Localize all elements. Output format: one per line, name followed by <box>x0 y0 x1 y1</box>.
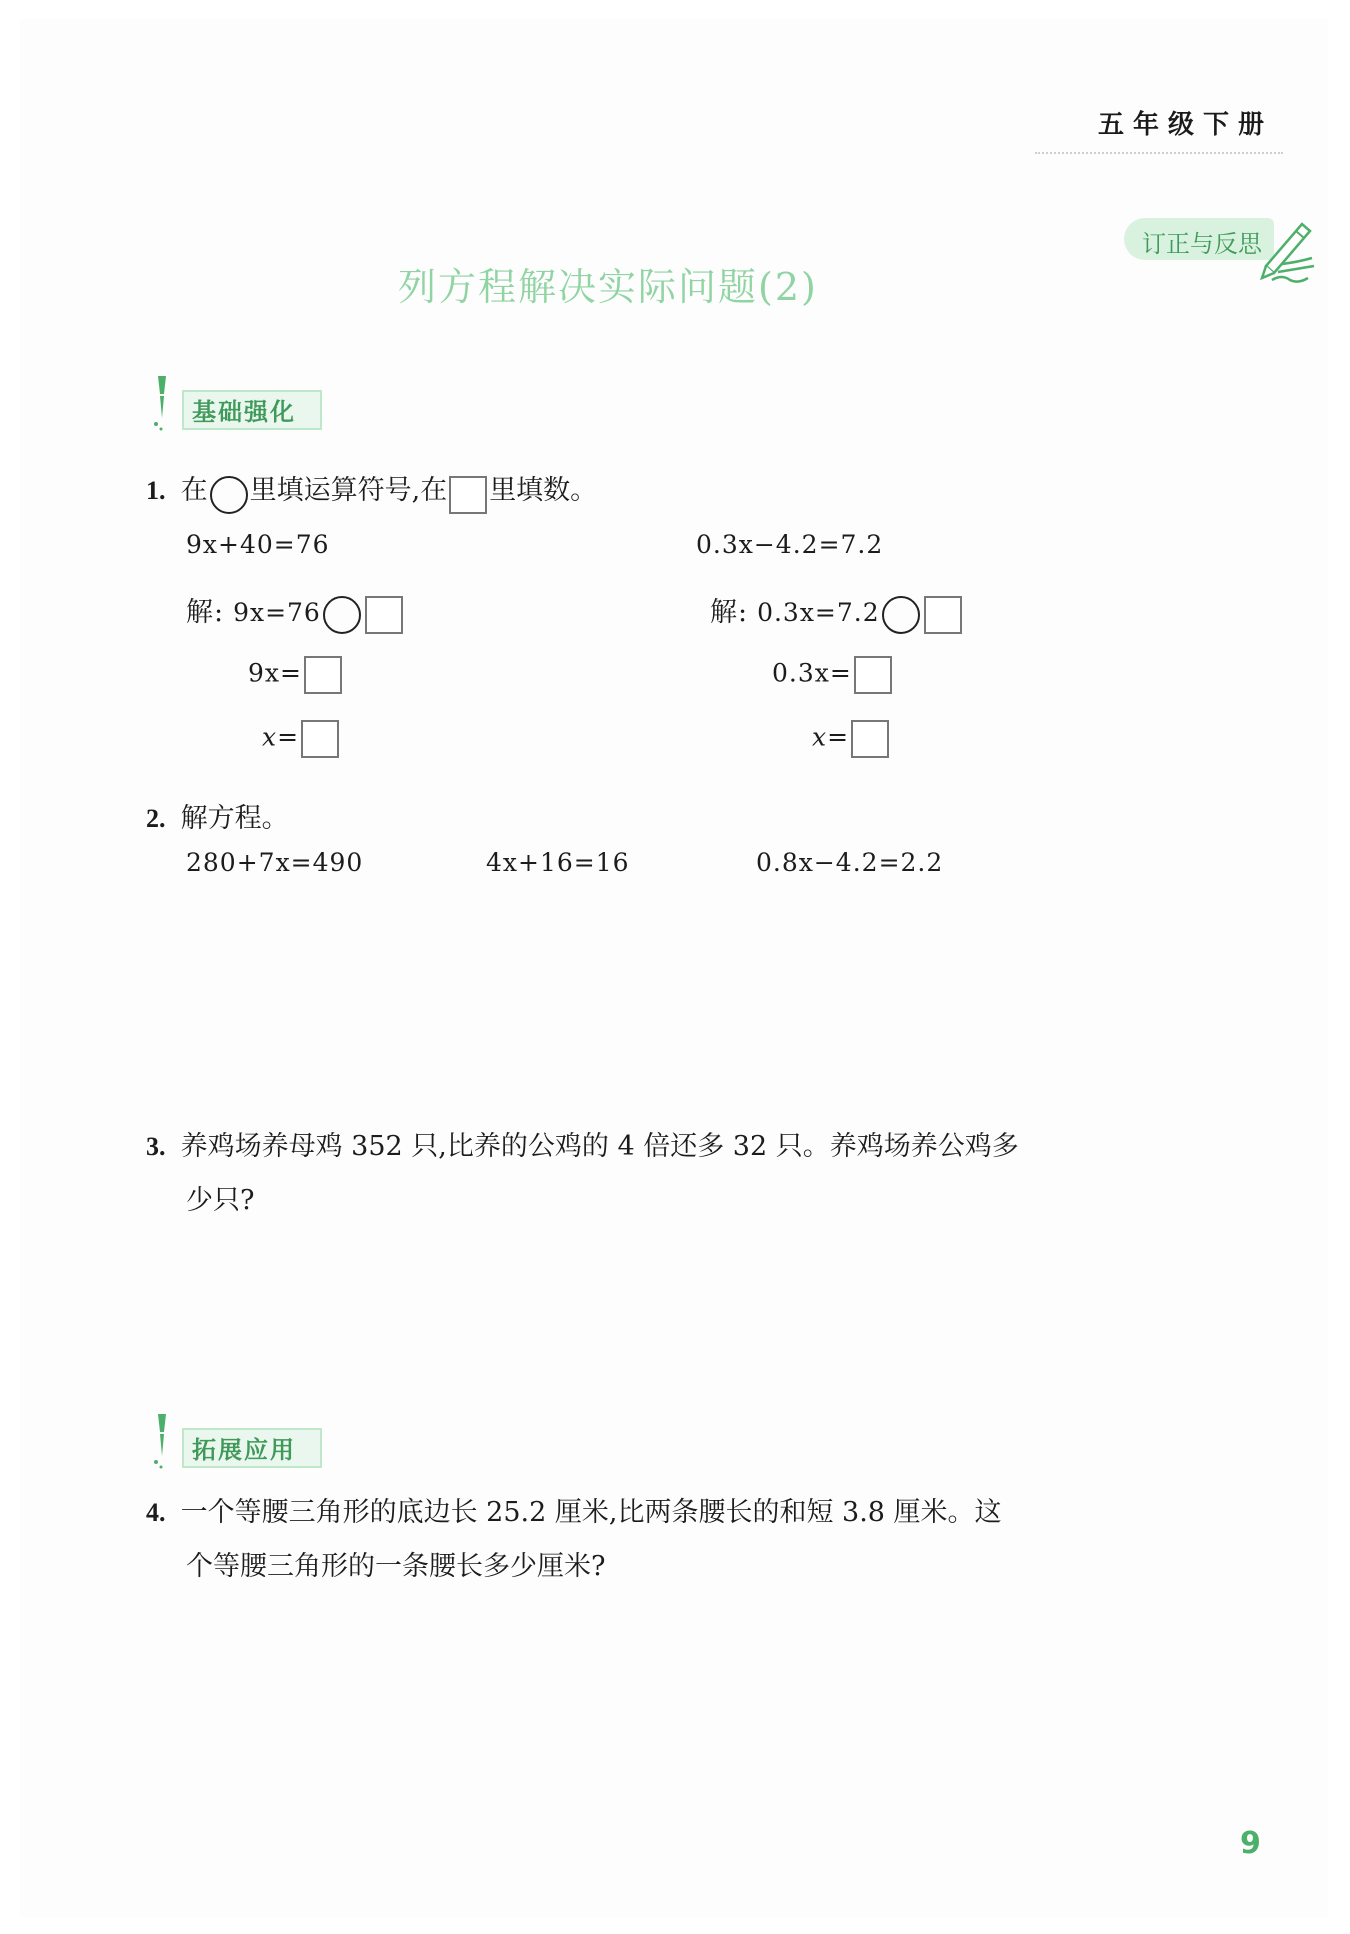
question-3-line2: 少只? <box>186 1185 255 1216</box>
equation-right: 0.3x−4.2=7.2 <box>696 530 884 559</box>
number-box-sample <box>449 476 487 514</box>
operator-answer-circle[interactable] <box>323 596 361 634</box>
solution-right-step1 <box>710 590 964 634</box>
question-4 <box>146 1490 1002 1529</box>
solution-left-step3 <box>262 720 341 758</box>
step3-expression: x= <box>262 722 300 752</box>
page-number: 9 <box>1240 1826 1261 1861</box>
equation-2-2: 4x+16=16 <box>486 848 630 877</box>
number-answer-box[interactable] <box>924 596 962 634</box>
number-answer-box[interactable] <box>365 596 403 634</box>
solution-left-step2 <box>248 656 344 694</box>
question-1-prompt-part2: 里填运算符号,在 <box>249 475 448 506</box>
page-title: 列方程解决实际问题(2) <box>398 265 818 309</box>
question-2-prompt: 解方程。 <box>180 803 289 834</box>
question-3-line1: 养鸡场养母鸡 352 只,比养的公鸡的 4 倍还多 32 只。养鸡场养公鸡多 <box>180 1131 1019 1162</box>
question-number: 4. <box>146 1498 166 1527</box>
section-title-extend: 拓展应用 <box>192 1436 296 1464</box>
section-badge-extend <box>148 1420 338 1466</box>
question-number: 3. <box>146 1132 166 1161</box>
step2-expression: 9x= <box>248 658 302 688</box>
number-answer-box[interactable] <box>301 720 339 758</box>
question-4-line2: 个等腰三角形的一条腰长多少厘米? <box>186 1551 606 1582</box>
grade-label: 五年级下册 <box>1098 110 1274 140</box>
step3-expression: x= <box>812 722 850 752</box>
number-answer-box[interactable] <box>851 720 889 758</box>
question-3 <box>146 1124 1019 1163</box>
step2-expression: 0.3x= <box>772 658 852 688</box>
pencil-icon <box>1252 214 1318 286</box>
step1-expression: 9x=76 <box>233 598 321 627</box>
step1-expression: 0.3x=7.2 <box>757 598 880 627</box>
question-1-prompt-part3: 里填数。 <box>489 475 598 506</box>
question-1 <box>146 468 597 514</box>
solve-label: 解: <box>710 597 749 628</box>
solution-left-step1 <box>186 590 405 634</box>
section-title-basic: 基础强化 <box>192 398 296 426</box>
section-badge-basic <box>148 382 338 428</box>
header-divider <box>1035 152 1283 154</box>
brush-icon <box>148 374 172 434</box>
question-2 <box>146 796 289 835</box>
question-1-prompt-part1: 在 <box>180 475 208 506</box>
question-4-line1: 一个等腰三角形的底边长 25.2 厘米,比两条腰长的和短 3.8 厘米。这 <box>180 1497 1002 1528</box>
equation-2-3: 0.8x−4.2=2.2 <box>756 848 944 877</box>
equation-left: 9x+40=76 <box>186 530 330 559</box>
solution-right-step2 <box>772 656 894 694</box>
brush-icon <box>148 1412 172 1472</box>
equation-2-1: 280+7x=490 <box>186 848 364 877</box>
operator-answer-circle[interactable] <box>882 596 920 634</box>
reflect-label: 订正与反思 <box>1142 230 1262 258</box>
question-number: 1. <box>146 476 166 505</box>
number-answer-box[interactable] <box>304 656 342 694</box>
number-answer-box[interactable] <box>854 656 892 694</box>
question-number: 2. <box>146 804 166 833</box>
solution-right-step3 <box>812 720 891 758</box>
solve-label: 解: <box>186 597 225 628</box>
operator-circle-sample <box>210 476 248 514</box>
